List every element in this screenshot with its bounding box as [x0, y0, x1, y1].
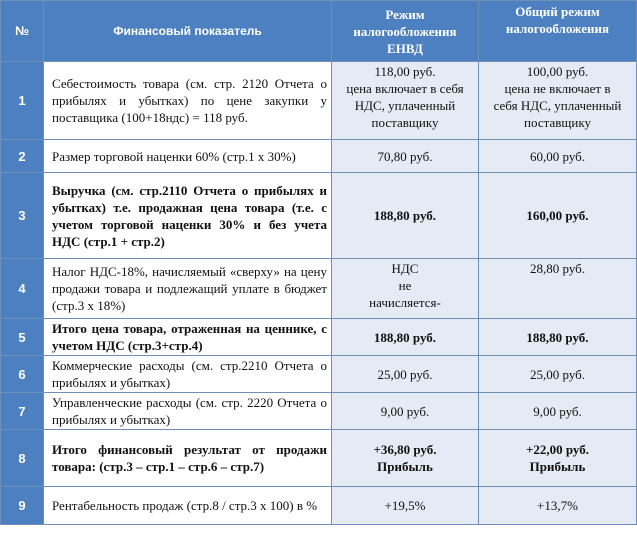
envd-value-line: 25,00 руб.: [377, 366, 433, 382]
table-row: [1, 173, 637, 259]
envd-value-cell: [332, 393, 479, 430]
table-body: [1, 62, 637, 525]
indicator-cell: Итого финансовый результат от продажи товара: (стр.3 – стр.1 – стр.6 – стр.7): [44, 430, 332, 487]
indicator-cell: Себестоимость товара (см. стр. 2120 Отчета о прибылях и убытках) по цене закупки у поставщика (100+18ндс) = 118 руб.: [44, 62, 332, 140]
envd-value-cell: [332, 140, 479, 173]
envd-value-line: начисляется-: [369, 295, 441, 310]
envd-value-line: 70,80 руб.: [377, 148, 433, 164]
header-envd: [332, 1, 479, 62]
header-osno-line: налогообложения: [505, 21, 610, 36]
envd-value-line: 9,00 руб.: [380, 403, 430, 419]
osno-value-line: поставщику: [524, 115, 591, 130]
osno-value-line: +13,7%: [537, 498, 578, 513]
osno-value-line: +22,00 руб.: [525, 442, 590, 457]
row-number: 4: [1, 259, 44, 319]
table-row: [1, 140, 637, 173]
indicator-cell: Налог НДС-18%, начисляемый «сверху» на цену продажи товара и подлежащий уплате в бюджет (стр.3 х 18%): [44, 259, 332, 319]
row-number: 5: [1, 319, 44, 356]
osno-value-cell: [479, 487, 637, 525]
header-osno-line: Общий режим: [515, 4, 600, 19]
envd-value-cell: [332, 430, 479, 487]
osno-value-line: 100,00 руб.: [526, 64, 589, 79]
osno-value-cell: [479, 393, 637, 430]
row-number: 1: [1, 62, 44, 140]
header-row: [1, 1, 637, 62]
header-envd-line: ЕНВД: [387, 40, 423, 56]
envd-value-line: поставщику: [371, 115, 439, 130]
osno-value-cell: [479, 430, 637, 487]
indicator-cell: Размер торговой наценки 60% (стр.1 х 30%): [44, 140, 332, 173]
indicator-cell: Выручка (см. стр.2110 Отчета о прибылях и убытках) т.е. продажная цена товара (т.е. с учетом торговой наценки 30% и без учета НДС (стр.1 + стр.2): [44, 173, 332, 259]
osno-value-cell: [479, 356, 637, 393]
envd-value-line: не: [398, 278, 412, 293]
table-row: [1, 356, 637, 393]
row-number: 8: [1, 430, 44, 487]
envd-value-line: 188,80 руб.: [373, 329, 437, 345]
row-number: 2: [1, 140, 44, 173]
row-number: 9: [1, 487, 44, 525]
osno-value-line: 160,00 руб.: [526, 208, 589, 223]
envd-value-line: НДС: [391, 261, 419, 276]
osno-value-line: 28,80 руб.: [529, 261, 586, 276]
table-row: [1, 319, 637, 356]
osno-value-cell: [479, 259, 637, 319]
osno-value-line: 25,00 руб.: [529, 366, 586, 382]
osno-value-line: Прибыль: [529, 459, 586, 474]
row-number: 7: [1, 393, 44, 430]
table-row: [1, 259, 637, 319]
envd-value-line: +36,80 руб.: [373, 442, 437, 457]
osno-value-line: цена не включает в: [504, 81, 611, 96]
osno-value-line: себя НДС, уплаченный: [493, 98, 622, 113]
envd-value-cell: [332, 173, 479, 259]
osno-value-line: 188,80 руб.: [526, 329, 589, 345]
osno-value-cell: [479, 62, 637, 140]
indicator-cell: Коммерческие расходы (см. стр.2210 Отчета о прибылях и убытках): [44, 356, 332, 393]
envd-value-cell: [332, 487, 479, 525]
envd-value-line: цена включает в себя: [346, 81, 464, 96]
row-number: 6: [1, 356, 44, 393]
envd-value-cell: [332, 356, 479, 393]
osno-value-cell: [479, 140, 637, 173]
envd-value-line: 188,80 руб.: [373, 208, 437, 223]
table-row: [1, 393, 637, 430]
table-row: [1, 430, 637, 487]
envd-value-line: +19,5%: [384, 498, 426, 513]
osno-value-line: 9,00 руб.: [533, 403, 582, 419]
header-indicator: Финансовый показатель: [44, 1, 332, 62]
header-number: №: [1, 1, 44, 62]
header-envd-line: Режим: [385, 6, 425, 22]
indicator-cell: Рентабельность продаж (стр.8 / стр.3 х 100) в %: [44, 487, 332, 525]
envd-value-line: 118,00 руб.: [374, 64, 436, 79]
envd-value-cell: [332, 259, 479, 319]
header-osno: [479, 1, 637, 62]
envd-value-line: Прибыль: [377, 459, 433, 474]
envd-value-cell: [332, 62, 479, 140]
header-envd-line: налогообложения: [353, 23, 457, 39]
envd-value-line: НДС, уплаченный: [354, 98, 456, 113]
indicator-cell: Итого цена товара, отраженная на ценнике, с учетом НДС (стр.3+стр.4): [44, 319, 332, 356]
envd-value-cell: [332, 319, 479, 356]
osno-value-cell: [479, 173, 637, 259]
osno-value-line: 60,00 руб.: [529, 148, 586, 164]
table-row: [1, 62, 637, 140]
osno-value-cell: [479, 319, 637, 356]
indicator-cell: Управленческие расходы (см. стр. 2220 Отчета о прибылях и убытках): [44, 393, 332, 430]
table-row: [1, 487, 637, 525]
row-number: 3: [1, 173, 44, 259]
